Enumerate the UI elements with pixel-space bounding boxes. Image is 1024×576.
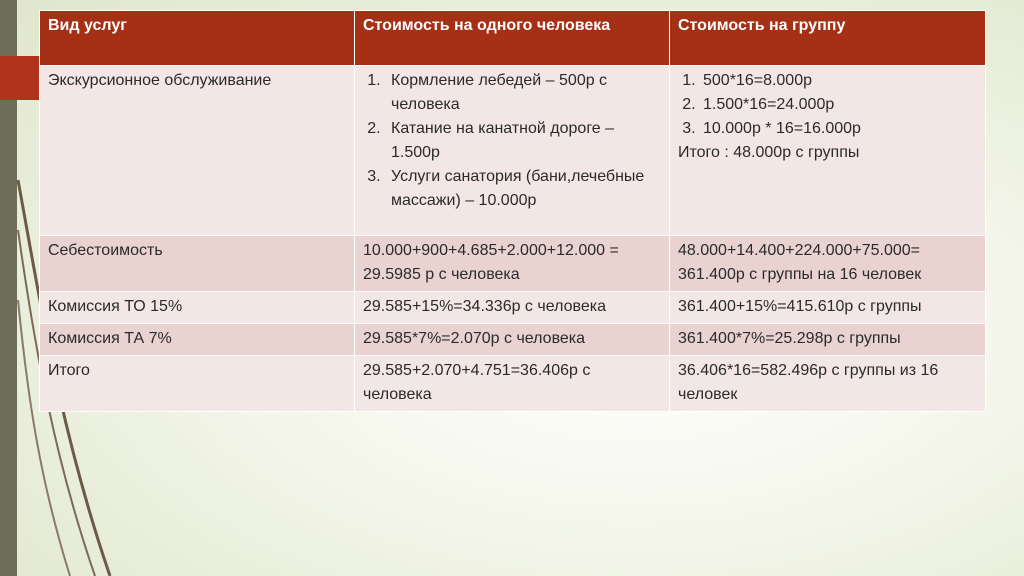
table-header-row xyxy=(40,11,986,66)
cell-per-person: 10.000+900+4.685+2.000+12.000 = 29.5985 р с человека xyxy=(355,236,670,292)
table-row xyxy=(40,236,986,292)
table-row xyxy=(40,292,986,324)
cell-service: Итого xyxy=(40,356,355,412)
list-item: 1. 500*16=8.000р xyxy=(700,69,979,93)
list-item: 3. Услуги санатория (бани,лечебные массажи) – 10.000р xyxy=(385,165,663,213)
header-cost-per-person: Стоимость на одного человека xyxy=(355,11,670,66)
cell-per-group: 48.000+14.400+224.000+75.000= 361.400р с группы на 16 человек xyxy=(670,236,986,292)
per-group-list xyxy=(678,69,979,141)
cell-per-group: 361.400*7%=25.298р с группы xyxy=(670,324,986,356)
table-row xyxy=(40,356,986,412)
cell-service: Экскурсионное обслуживание xyxy=(40,66,355,236)
cell-per-group xyxy=(670,66,986,236)
list-item: 2. Катание на канатной дороге – 1.500р xyxy=(385,117,663,165)
header-cost-per-group: Стоимость на группу xyxy=(670,11,986,66)
list-item: 1. Кормление лебедей – 500р с человека xyxy=(385,69,663,117)
cell-per-person: 29.585+2.070+4.751=36.406р с человека xyxy=(355,356,670,412)
table-row xyxy=(40,66,986,236)
per-group-total: Итого : 48.000р с группы xyxy=(678,144,860,161)
header-service-type: Вид услуг xyxy=(40,11,355,66)
cell-service: Комиссия ТА 7% xyxy=(40,324,355,356)
cell-service: Себестоимость xyxy=(40,236,355,292)
per-person-list xyxy=(363,69,663,213)
list-item: 2. 1.500*16=24.000р xyxy=(700,93,979,117)
cell-per-person xyxy=(355,66,670,236)
cell-per-group: 361.400+15%=415.610р с группы xyxy=(670,292,986,324)
cell-per-person: 29.585+15%=34.336р с человека xyxy=(355,292,670,324)
services-cost-table xyxy=(39,10,986,412)
cell-per-person: 29.585*7%=2.070р с человека xyxy=(355,324,670,356)
cell-per-group: 36.406*16=582.496р с группы из 16 человек xyxy=(670,356,986,412)
list-item: 3. 10.000р * 16=16.000р xyxy=(700,117,979,141)
cell-service: Комиссия ТО 15% xyxy=(40,292,355,324)
table-row xyxy=(40,324,986,356)
